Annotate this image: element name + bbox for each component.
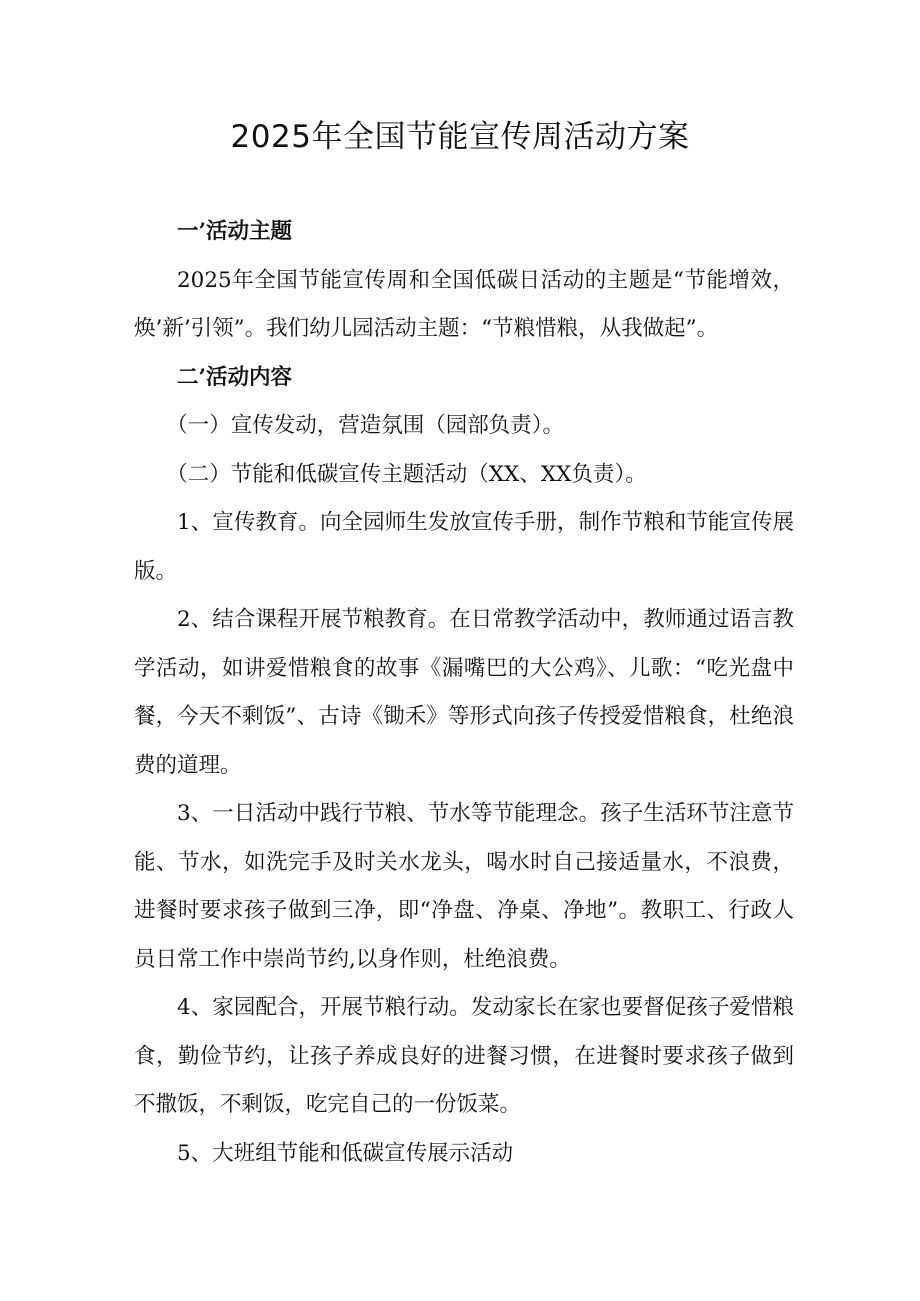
section-heading-content: 二’活动内容: [177, 364, 292, 390]
list-item: 5、大班组节能和低碳宣传展示活动: [177, 1140, 514, 1166]
list-item: 2、结合课程开展节粮教育。在日常教学活动中，教师通过语言教学活动，如讲爱惜粮食的故事《漏嘴巴的大公鸡》、儿歌：“吃光盘中餐，今天不剩饭”、古诗《锄禾》等形式向孩子传授爱惜粮食，杜绝浪费的道理。: [134, 607, 794, 778]
subsection-theme-activities: （二）节能和低碳宣传主题活动（XX、XX负责）。: [166, 461, 647, 487]
list-item: 4、家园配合，开展节粮行动。发动家长在家也要督促孩子爱惜粮食，勤俭节约，让孩子养成良好的进餐习惯，在进餐时要求孩子做到不撒饭，不剩饭，吃完自己的一份饭菜。: [134, 995, 794, 1117]
list-item: 1、宣传教育。向全园师生发放宣传手册，制作节粮和节能宣传展版。: [134, 510, 794, 584]
document-title: 2025年全国节能宣传周活动方案: [230, 119, 690, 155]
subsection-publicity: （一）宣传发动，营造氛围（园部负责）。: [166, 413, 565, 438]
section-heading-theme: 一’活动主题: [177, 219, 292, 244]
theme-paragraph: 2025年全国节能宣传周和全国低碳日活动的主题是“节能增效，焕’新’引领”。我们幼儿园活动主题：“节粮惜粮，从我做起”。: [134, 267, 794, 341]
document-body: [134, 208, 794, 1178]
list-item: 3、一日活动中践行节粮、节水等节能理念。孩子生活环节注意节能、节水，如洗完手及时关水龙头，喝水时自己接适量水，不浪费，进餐时要求孩子做到三净，即“净盘、净桌、净地”。教职工、行政人员日常工作中崇尚节约,以身作则，杜绝浪费。: [134, 801, 794, 972]
